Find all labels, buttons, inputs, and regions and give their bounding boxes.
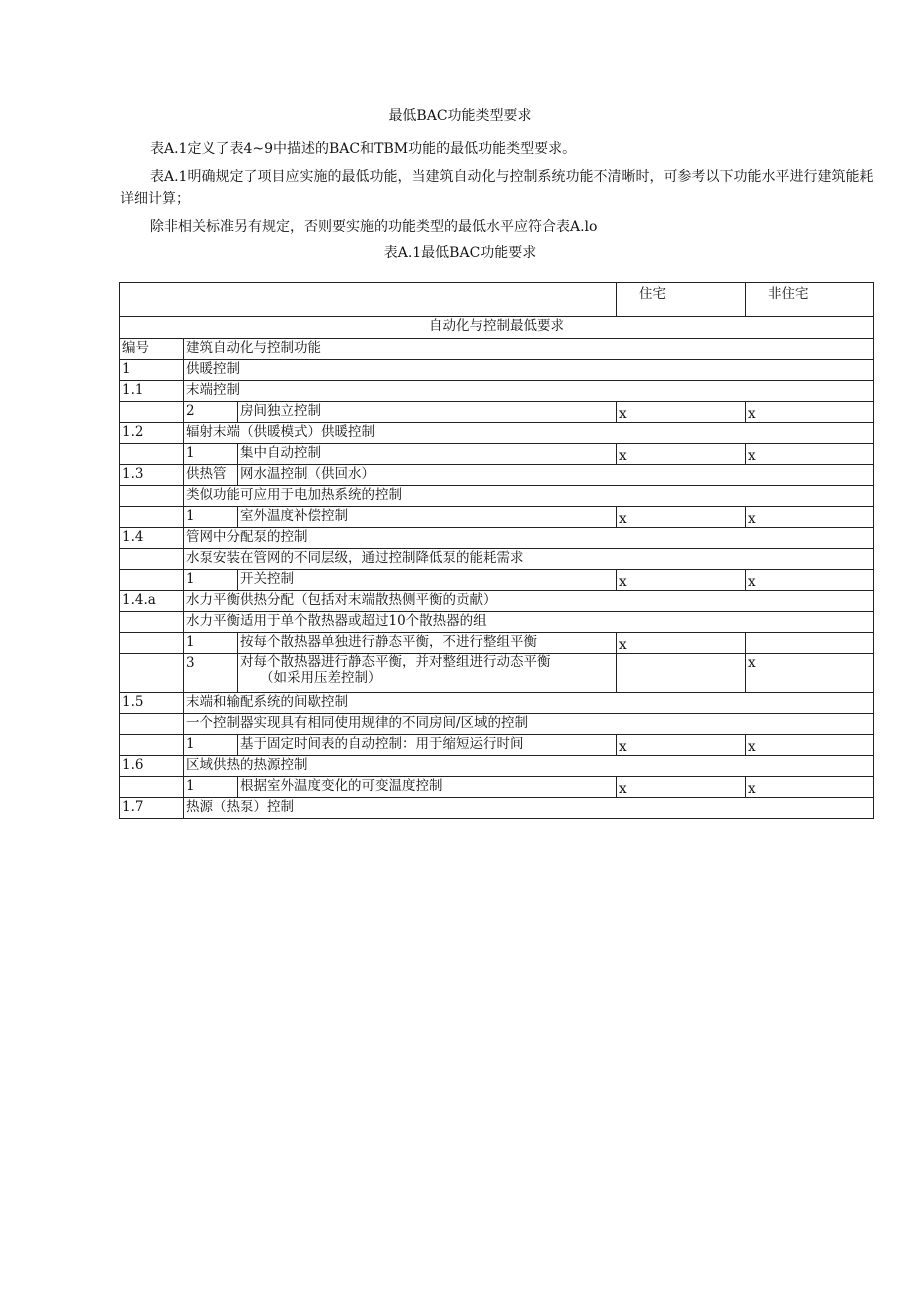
section-title: 自动化与控制最低要求 — [120, 317, 874, 339]
nonresidential-mark: x — [746, 654, 874, 693]
table-row — [120, 756, 874, 777]
table-row — [120, 402, 874, 423]
row-number — [120, 714, 184, 735]
table-row — [120, 570, 874, 591]
row-text: 基于固定时间表的自动控制：用于缩短运行时间 — [238, 735, 617, 756]
row-number: 1.4.a — [120, 591, 184, 612]
residential-mark: x — [617, 570, 746, 591]
table-row — [120, 507, 874, 528]
table-row — [120, 591, 874, 612]
row-number — [120, 507, 184, 528]
table-row — [120, 465, 874, 486]
nonresidential-mark: x — [746, 570, 874, 591]
row-number: 1.7 — [120, 798, 184, 819]
row-note: 类似功能可应用于电加热系统的控制 — [184, 486, 874, 507]
row-text: 末端和输配系统的间歇控制 — [184, 693, 874, 714]
residential-mark: x — [617, 507, 746, 528]
row-number: 1 — [120, 360, 184, 381]
nonresidential-mark: x — [746, 777, 874, 798]
page-title: 最低BAC功能类型要求 — [388, 108, 532, 124]
nonresidential-mark: x — [746, 507, 874, 528]
table-row — [120, 735, 874, 756]
residential-mark: x — [617, 735, 746, 756]
row-text: 按每个散热器单独进行静态平衡，不进行整组平衡 — [238, 633, 617, 654]
row-number — [120, 654, 184, 693]
row-text: 房间独立控制 — [238, 402, 617, 423]
row-note: 水力平衡适用于单个散热器或超过10个散热器的组 — [184, 612, 874, 633]
paragraph-1: 表A.1定义了表4~9中描述的BAC和TBM功能的最低功能类型要求。 — [150, 141, 577, 157]
row-text: 水力平衡供热分配（包括对末端散热侧平衡的贡献） — [184, 591, 874, 612]
row-number — [120, 486, 184, 507]
table-row — [120, 360, 874, 381]
row-level: 1 — [184, 444, 238, 465]
table-row — [120, 423, 874, 444]
row-level: 1 — [184, 570, 238, 591]
row-text-line-1: 对每个散热器进行静态平衡，并对整组进行动态平衡 — [240, 654, 551, 670]
table-row — [120, 549, 874, 570]
row-text: 末端控制 — [184, 381, 874, 402]
row-level: 1 — [184, 633, 238, 654]
row-text: 区域供热的热源控制 — [184, 756, 874, 777]
row-level: 1 — [184, 777, 238, 798]
nonresidential-mark — [746, 633, 874, 654]
table-row — [120, 798, 874, 819]
row-number — [120, 777, 184, 798]
table-row — [120, 693, 874, 714]
row-level: 3 — [184, 654, 238, 693]
header-residential: 住宅 — [617, 283, 746, 317]
row-text: 辐射末端（供暖模式）供暖控制 — [184, 423, 874, 444]
row-subtext: 供热管 — [184, 465, 238, 486]
row-number — [120, 444, 184, 465]
nonresidential-mark: x — [746, 444, 874, 465]
table-row — [120, 777, 874, 798]
row-number: 1.1 — [120, 381, 184, 402]
header-nonresidential: 非住宅 — [746, 283, 874, 317]
nonresidential-mark: x — [746, 735, 874, 756]
residential-mark — [617, 654, 746, 693]
row-number: 1.5 — [120, 693, 184, 714]
row-level: 1 — [184, 507, 238, 528]
header-blank-cell — [120, 283, 617, 317]
row-text: 管网中分配泵的控制 — [184, 528, 874, 549]
residential-mark: x — [617, 444, 746, 465]
row-note: 水泵安装在管网的不同层级，通过控制降低泵的能耗需求 — [184, 549, 874, 570]
row-number: 1.3 — [120, 465, 184, 486]
nonresidential-mark: x — [746, 402, 874, 423]
row-number — [120, 735, 184, 756]
table-row — [120, 633, 874, 654]
row-note: 一个控制器实现具有相同使用规律的不同房间/区域的控制 — [184, 714, 874, 735]
requirements-table — [119, 282, 874, 819]
row-number: 1.4 — [120, 528, 184, 549]
row-number — [120, 633, 184, 654]
row-text: 供暖控制 — [184, 360, 874, 381]
row-level: 2 — [184, 402, 238, 423]
row-number: 1.2 — [120, 423, 184, 444]
row-number — [120, 570, 184, 591]
paragraph-3: 除非相关标准另有规定，否则要实施的功能类型的最低水平应符合表A.lo — [150, 219, 598, 235]
row-number — [120, 612, 184, 633]
row-text-line-2: （如采用压差控制） — [260, 670, 382, 686]
row-text: 室外温度补偿控制 — [238, 507, 617, 528]
table-row — [120, 654, 874, 693]
row-text: 集中自动控制 — [238, 444, 617, 465]
col-label-function: 建筑自动化与控制功能 — [184, 339, 874, 360]
row-text: 根据室外温度变化的可变温度控制 — [238, 777, 617, 798]
residential-mark: x — [617, 402, 746, 423]
row-text — [238, 654, 617, 693]
row-number — [120, 402, 184, 423]
row-level: 1 — [184, 735, 238, 756]
table-caption: 表A.1最低BAC功能要求 — [383, 245, 537, 261]
residential-mark: x — [617, 633, 746, 654]
section-title-row — [120, 317, 874, 339]
table-row — [120, 714, 874, 735]
table-row — [120, 486, 874, 507]
table-header-row — [120, 283, 874, 317]
column-label-row — [120, 339, 874, 360]
table-row — [120, 612, 874, 633]
row-text: 开关控制 — [238, 570, 617, 591]
row-number — [120, 549, 184, 570]
table-row — [120, 444, 874, 465]
paragraph-2: 表A.1明确规定了项目应实施的最低功能，当建筑自动化与控制系统功能不清晰时，可参考以下功能水平进行建筑能耗详细计算； — [120, 169, 874, 207]
residential-mark: x — [617, 777, 746, 798]
col-label-no: 编号 — [120, 339, 184, 360]
table-row — [120, 528, 874, 549]
row-text: 热源（热泵）控制 — [184, 798, 874, 819]
row-text: 网水温控制（供回水） — [238, 465, 874, 486]
table-row — [120, 381, 874, 402]
row-number: 1.6 — [120, 756, 184, 777]
